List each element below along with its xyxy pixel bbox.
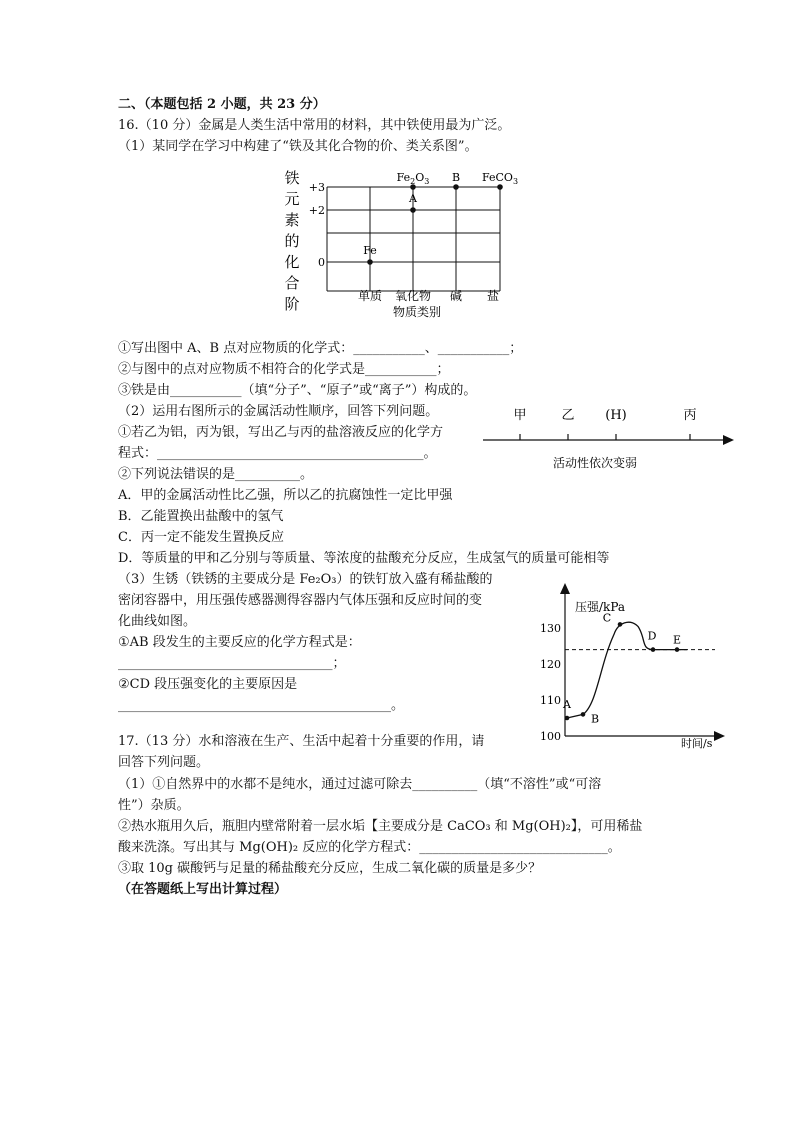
q16-2-2: ②下列说法错误的是__________。 xyxy=(118,467,314,482)
chart1-ytick: +2 xyxy=(308,204,325,217)
pchart-point-label: A xyxy=(563,698,571,711)
q16-3-2-blank: __________________________________________。 xyxy=(118,698,404,713)
q16-1-2: ②与图中的点对应物质不相符合的化学式是___________； xyxy=(118,362,450,377)
q16-intro: 16.（10 分）金属是人类生活中常用的材料，其中铁使用最为广泛。 xyxy=(118,118,511,133)
q17-1-1b: 性”）杂质。 xyxy=(118,798,190,813)
chart1-point-dot xyxy=(367,259,373,265)
q16-part3b: 密闭容器中，用压强传感器测得容器内气体压强和反应时间的变 xyxy=(118,593,483,608)
option-b: B．乙能置换出盐酸中的氢气 xyxy=(118,509,284,524)
chart1-point-dot xyxy=(410,207,416,213)
q16-3-1: ①AB 段发生的主要反应的化学方程式是： xyxy=(118,635,361,650)
pchart-point-label: D xyxy=(647,629,657,643)
chart1-point-dot xyxy=(497,184,503,190)
q16-3-2: ②CD 段压强变化的主要原因是 xyxy=(118,677,298,692)
q17-1-2a: ②热水瓶用久后，瓶胆内壁常附着一层水垢【主要成分是 CaCO₃ 和 Mg(OH)₂】，可用稀盐 xyxy=(118,819,643,834)
activity-label: 乙 xyxy=(561,408,575,423)
option-d: D．等质量的甲和乙分别与等质量、等浓度的盐酸充分反应，生成氢气的质量可能相等 xyxy=(118,551,610,566)
pchart-point-dot xyxy=(618,622,623,627)
pchart-point-label: E xyxy=(672,633,682,647)
q16-part3c: 化曲线如图。 xyxy=(118,614,197,629)
chart1-ylabel-char: 素 xyxy=(284,211,300,229)
q16-2-1a: ①若乙为铝，丙为银，写出乙与丙的盐溶液反应的化学方 xyxy=(118,425,444,440)
q16-2-1b: 程式：_________________________________________。 xyxy=(118,446,437,461)
q17-intro-b: 回答下列问题。 xyxy=(118,755,210,770)
chart1-ytick: 0 xyxy=(318,256,325,269)
q17-1-2b: 酸来洗涤。写出其与 Mg(OH)₂ 反应的化学方程式：_____________________________。 xyxy=(118,840,621,855)
chart1-ylabel-char: 合 xyxy=(284,274,300,292)
pressure-time-chart xyxy=(525,578,735,750)
pchart-curve xyxy=(567,622,687,718)
q16-part2: （2）运用右图所示的金属活动性顺序，回答下列问题。 xyxy=(118,404,439,419)
chart1-ylabel-char: 的 xyxy=(284,232,300,250)
chart1-ylabel-char: 化 xyxy=(284,253,300,271)
pchart-point-dot xyxy=(675,647,680,652)
chart1-ylabel-char: 元 xyxy=(284,190,300,208)
pchart-point xyxy=(581,712,599,725)
q16-part3a: （3）生锈（铁锈的主要成分是 Fe₂O₃）的铁钉放入盛有稀盐酸的 xyxy=(118,572,493,587)
pchart-point-dot xyxy=(651,647,656,652)
pchart-ylabel: 压强/kPa xyxy=(575,600,626,614)
pchart-ytick: 100 xyxy=(540,730,561,743)
chart1-ylabel-char: 阶 xyxy=(284,295,300,313)
activity-label: 甲 xyxy=(513,408,527,423)
q17-1-3-note: （在答题纸上写出计算过程） xyxy=(118,882,288,897)
pchart-point-label: B xyxy=(590,712,600,726)
option-c: C．丙一定不能发生置换反应 xyxy=(118,530,284,545)
q16-1-3: ③铁是由___________（填“分子”、“原子”或“离子”）构成的。 xyxy=(118,383,477,398)
chart1-point-label: B xyxy=(451,171,461,184)
q17-intro-a: 17.（13 分）水和溶液在生产、生活中起着十分重要的作用，请 xyxy=(118,734,485,749)
chart1-xtick: 盐 xyxy=(486,289,500,303)
chart1-xtick: 氧化物 xyxy=(394,289,432,303)
q17-1-1a: （1）①自然界中的水都不是纯水，通过过滤可除去__________（填“不溶性”或“可溶 xyxy=(118,777,602,792)
chart1-point-label: FeCO$_3$ xyxy=(481,171,519,186)
pchart-ytick: 120 xyxy=(540,658,561,671)
chart1-point-label: $Fe_2O_3$ xyxy=(396,171,430,186)
chart1-point-dot xyxy=(453,184,459,190)
pchart-point-dot xyxy=(581,712,586,717)
activity-label: (H) xyxy=(605,408,627,423)
pchart-ytick: 130 xyxy=(540,622,561,635)
activity-caption: 活动性依次变弱 xyxy=(552,456,638,470)
pchart-point-dot xyxy=(565,716,570,721)
q17-1-3: ③取 10g 碳酸钙与足量的稀盐酸充分反应，生成二氧化碳的质量是多少？ xyxy=(118,861,542,876)
q16-1-1: ①写出图中 A、B 点对应物质的化学式：___________、___________； xyxy=(118,341,523,356)
activity-series-axis xyxy=(480,404,740,474)
q16-part1: （1）某同学在学习中构建了“铁及其化合物的价、类关系图”。 xyxy=(118,139,478,154)
activity-label: 丙 xyxy=(683,408,697,423)
pchart-ytick: 110 xyxy=(540,694,561,707)
option-a: A．甲的金属活动性比乙强，所以乙的抗腐蚀性一定比甲强 xyxy=(118,488,453,503)
chart1-point-label: A xyxy=(409,192,417,205)
section-heading: 二、（本题包括 2 小题，共 23 分） xyxy=(118,97,326,112)
chart1-xlabel: 物质类别 xyxy=(392,305,442,319)
q16-3-1-blank: _________________________________； xyxy=(118,656,346,671)
chart1-xtick: 碱 xyxy=(449,289,463,303)
chart1-xtick: 单质 xyxy=(357,289,383,303)
pchart-xlabel: 时间/s xyxy=(681,737,713,750)
chart1-point-label: Fe xyxy=(363,244,377,257)
chart1-ytick: +3 xyxy=(308,181,325,194)
valence-class-chart xyxy=(280,165,540,325)
pchart-point-label: C xyxy=(602,611,612,625)
chart1-ylabel-char: 铁 xyxy=(284,169,300,187)
